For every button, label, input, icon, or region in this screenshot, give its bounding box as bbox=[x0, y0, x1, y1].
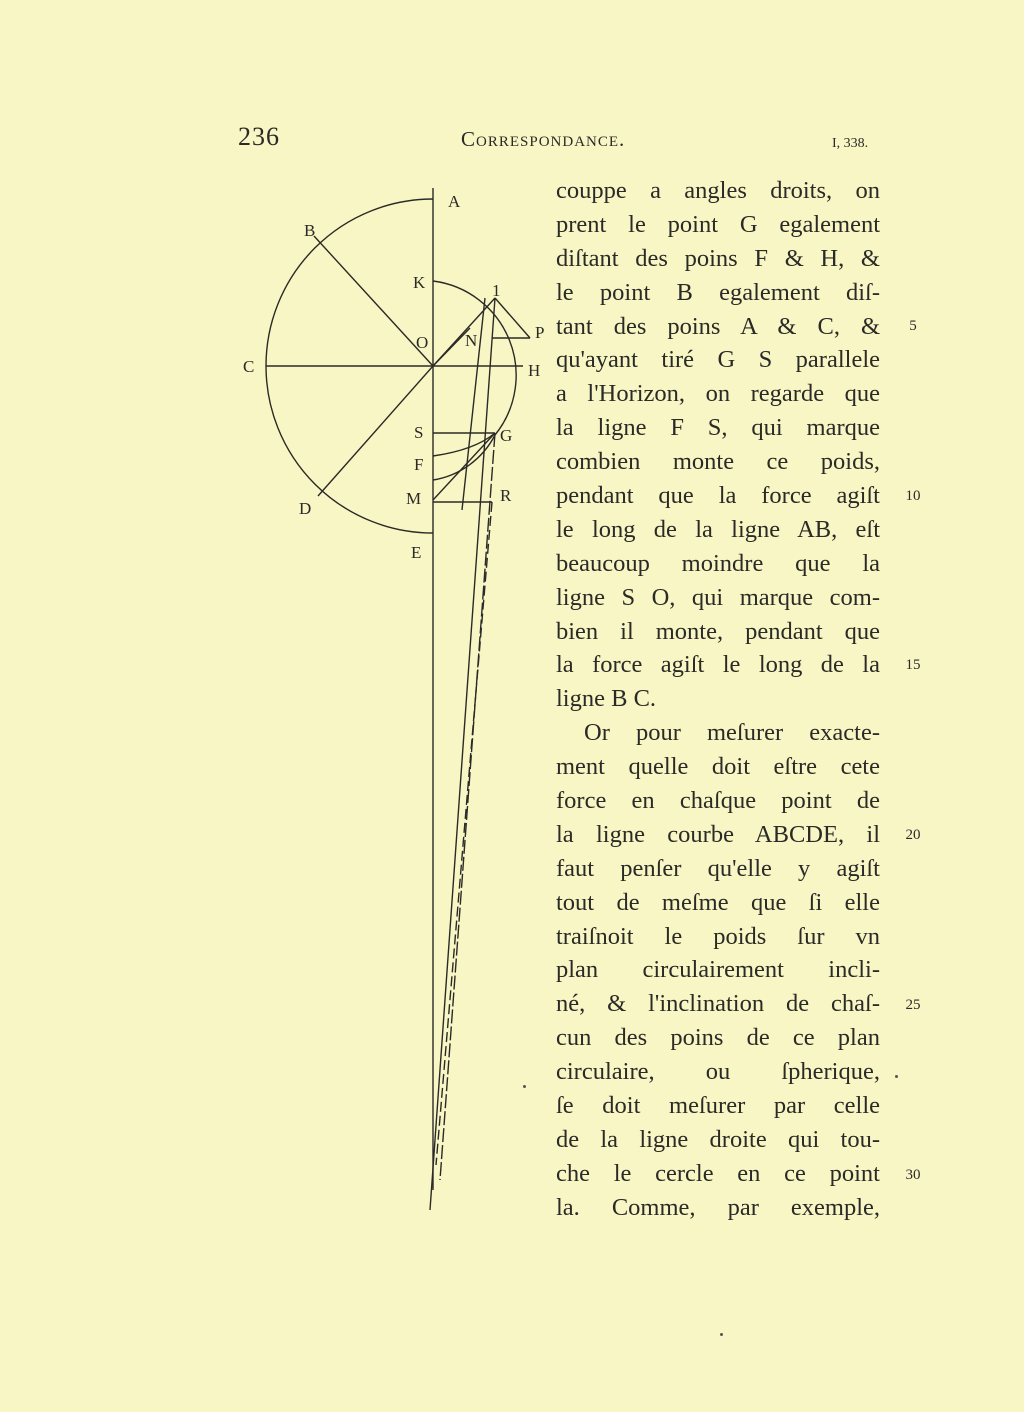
page-number: 236 bbox=[238, 122, 280, 151]
text-line: pendant que la force agiſt bbox=[556, 482, 880, 510]
label-m: M bbox=[406, 489, 422, 508]
label-g: G bbox=[500, 426, 513, 445]
small-arc bbox=[433, 281, 516, 435]
line-number-20: 20 bbox=[905, 827, 921, 843]
text-line: ligne B C. bbox=[556, 685, 657, 713]
text-line: plan circulairement incli- bbox=[556, 956, 880, 984]
tangent-line bbox=[495, 298, 530, 338]
label-f: F bbox=[414, 455, 424, 474]
text-line: beaucoup moindre que la bbox=[556, 549, 880, 577]
label-r: R bbox=[500, 486, 512, 505]
text-line: ſe doit meſurer par celle bbox=[556, 1092, 880, 1120]
geometric-figure bbox=[230, 180, 550, 1220]
speck bbox=[895, 1075, 898, 1078]
line-number-15: 15 bbox=[905, 657, 921, 673]
label-n: N bbox=[465, 331, 478, 350]
body-text bbox=[556, 174, 880, 1225]
label-o: O bbox=[416, 333, 429, 352]
page-reference: I, 338. bbox=[832, 136, 869, 151]
text-line: la force agiſt le long de la bbox=[556, 651, 880, 679]
text-line: traiſnoit le poids ſur vn bbox=[556, 922, 880, 950]
label-h: H bbox=[528, 361, 541, 380]
line-number-5: 5 bbox=[909, 318, 917, 334]
text-line: force en chaſque point de bbox=[556, 787, 880, 815]
text-line: la. Comme, par exemple, bbox=[556, 1193, 880, 1221]
text-line: ligne S O, qui marque com- bbox=[556, 583, 880, 611]
text-line: couppe a angles droits, on bbox=[556, 177, 880, 204]
text-line: faut penſer qu'elle y agiſt bbox=[556, 854, 880, 882]
text-line: bien il monte, pendant que bbox=[556, 617, 880, 645]
text-line: a l'Horizon, on regarde que bbox=[556, 380, 880, 408]
text-line: diſtant des poins F & H, & bbox=[556, 244, 880, 272]
label-k: K bbox=[413, 273, 426, 292]
long-line-3 bbox=[436, 502, 492, 1165]
label-d: D bbox=[299, 499, 312, 518]
running-title: Correspondance. bbox=[461, 127, 626, 151]
text-line: de la ligne droite qui tou- bbox=[556, 1125, 880, 1153]
text-line: cun des poins de ce plan bbox=[556, 1024, 880, 1052]
text-line: la ligne courbe ABCDE, il bbox=[556, 820, 880, 848]
label-c: C bbox=[243, 357, 255, 376]
label-e: E bbox=[411, 543, 422, 562]
text-line: Or pour meſurer exacte- bbox=[584, 719, 880, 747]
text-line: le point B egalement diſ- bbox=[556, 278, 880, 306]
text-line: tant des poins A & C, & bbox=[556, 312, 880, 340]
text-line: circulaire, ou ſpherique, bbox=[556, 1058, 880, 1086]
text-line: ment quelle doit eſtre cete bbox=[556, 753, 880, 781]
long-line-1 bbox=[430, 298, 495, 1210]
text-line: che le cercle en ce point bbox=[556, 1159, 880, 1187]
text-line: combien monte ce poids, bbox=[556, 448, 880, 476]
label-a: A bbox=[448, 192, 461, 211]
small-arc-lower bbox=[433, 435, 495, 480]
speck bbox=[523, 1085, 526, 1088]
label-s: S bbox=[414, 423, 424, 442]
text-line: tout de meſme que ſi elle bbox=[556, 888, 880, 916]
text-line: le long de la ligne AB, eſt bbox=[556, 515, 880, 543]
speck bbox=[720, 1333, 723, 1336]
label-p: P bbox=[535, 323, 545, 342]
line-number-30: 30 bbox=[905, 1167, 921, 1183]
text-line: prent le point G egalement bbox=[556, 210, 880, 238]
line-number-10: 10 bbox=[905, 488, 921, 504]
line-number-25: 25 bbox=[905, 997, 921, 1013]
long-line-2 bbox=[440, 433, 495, 1180]
text-line: né, & l'inclination de chaſ- bbox=[556, 990, 880, 1018]
text-line: qu'ayant tiré G S parallele bbox=[556, 346, 880, 374]
text-line: la ligne F S, qui marque bbox=[556, 414, 880, 442]
label-b: B bbox=[304, 221, 316, 240]
label-1: 1 bbox=[492, 281, 501, 300]
